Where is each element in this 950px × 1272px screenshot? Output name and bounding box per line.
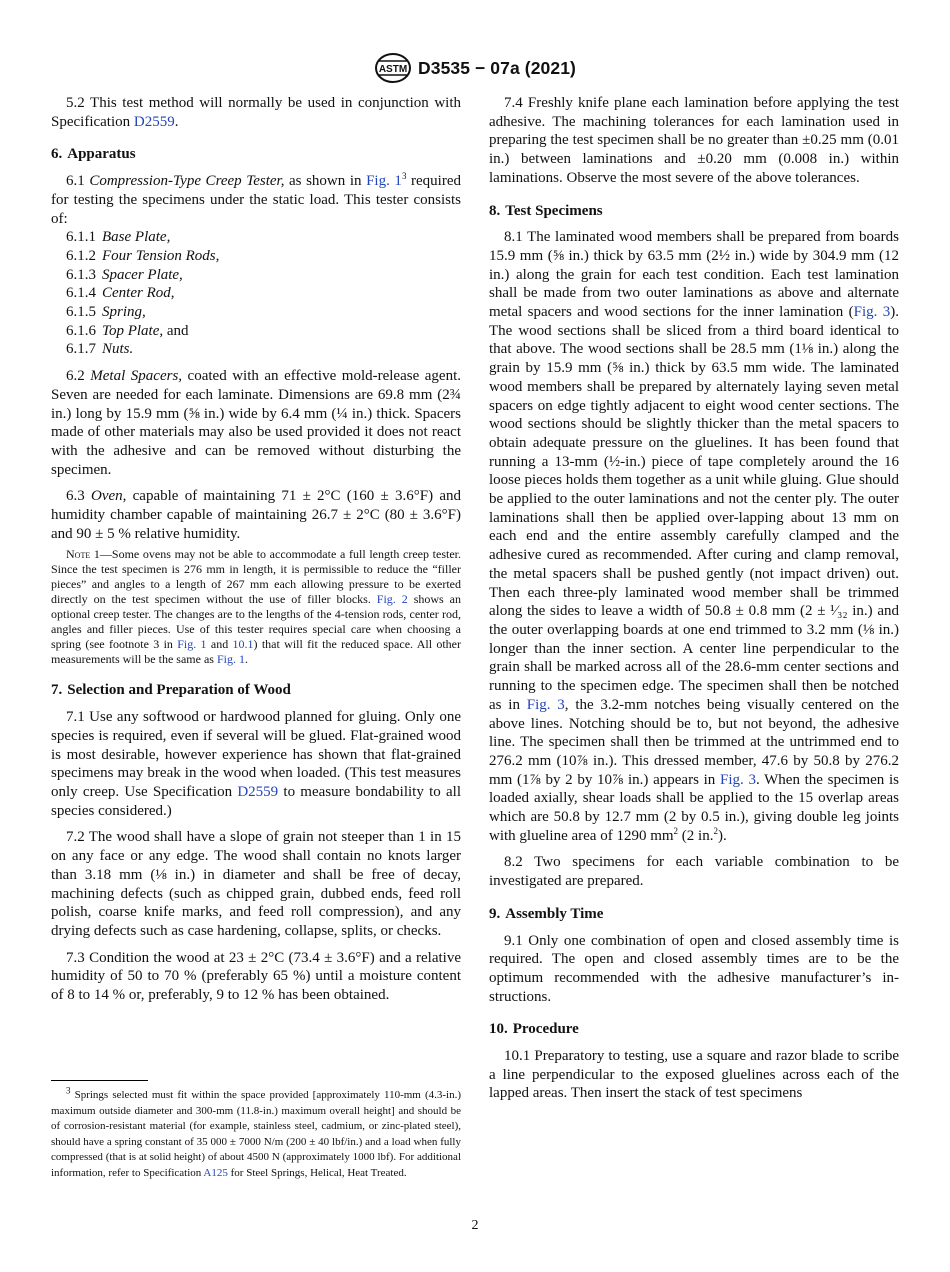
footnote-divider [51, 1080, 148, 1081]
section-heading-wood: 7. Selection and Preparation of Wood [51, 682, 291, 699]
document-designation: D3535 − 07a (2021) [418, 58, 576, 78]
section-heading-apparatus: 6. Apparatus [51, 146, 136, 163]
link-fig-1[interactable]: Fig. 1 [216, 652, 245, 667]
section-heading-test-specimens: 8. Test Specimens [489, 202, 603, 219]
list-item: 6.1.4 Center Rod, [66, 285, 175, 302]
footnote-3: $^3$ Springs selected must fit within the space provided [approximately 110-mm (4.3-in.) maximum outside diameter and 300-mm (11.8-in.) maximum overall height] and should be of corrosion-resistant material (for example, stainless steel, cadmium, or zinc-plated steel), should have a spring constant of 35 000 ± 7000 N/m (200 ± 40 lbf/in.) and a load when fully compressed (that is at solid height) of about 4500 N (approximately 1000 lbf). For additional information, refer to Specification A125 for Steel Springs, Helical, Heat Treated. [51, 1085, 461, 1179]
para-7-2: 7.2 The wood shall have a slope of grain not steeper than 1 in 15 on any face or any edge. The wood shall contain no knots larger than 3.18 mm (⅛ in.) in diameter and shall be free of decay, machining defects (such as chipped grain, dubbed ends, feed roll polish, coarse knife marks, and feed roll compression), and any drying defects such as case hardening, collapse, splits, or checks. [51, 829, 461, 939]
list-item: 6.1.2 Four Tension Rods, [66, 247, 220, 264]
link-10-1[interactable]: 10.1 [232, 637, 254, 652]
left-column [51, 94, 461, 1013]
para-7-4: 7.4 Freshly knife plane each lamination before applying the test adhesive. The machining tolerances for each lamination used in preparing the test specimen shall be no greater than ±0.25 mm (0.01 in.) between laminations and ±0.20 mm (0.008 in.) within laminations. Observe the most severe of the above tolerances. [489, 95, 899, 186]
para-7-3: 7.3 Condition the wood at 23 ± 2°C (73.4 ± 3.6°F) and a relative humidity of 50 to 70 % (preferably 65 %) until a moisture content of 8 to 14 % or, preferably, 9 to 12 % has been obtained. [51, 949, 461, 1004]
link-fig-3[interactable]: Fig. 3 [719, 771, 756, 788]
para-5-2: 5.2 This test method will normally be used in conjunction with Specification D2559. [51, 95, 461, 130]
para-8-2: 8.2 Two specimens for each variable combination to be investigated are prepared. [489, 854, 899, 890]
section-heading-procedure: 10. Procedure [489, 1021, 579, 1038]
list-item: 6.1.1 Base Plate, [66, 229, 171, 246]
section-heading-assembly-time: 9. Assembly Time [489, 905, 604, 922]
apparatus-parts-list [51, 228, 461, 359]
list-item: 6.1.5 Spring, [66, 304, 146, 321]
para-6-3: 6.3 Oven, capable of maintaining 71 ± 2°C (160 ± 3.6°F) and humidity chamber capable of maintaining 26.7 ± 2°C (80 ± 3.6°F) and 90 ± 5 % relative humidity. [51, 488, 462, 542]
para-8-1: 8.1 The laminated wood members shall be prepared from boards 15.9 mm (⅝ in.) thick by 63.5 mm (2½ in.) wide by 304.9 mm (12 in.) along the grain for each test condition. Each test lamination shall be made from two outer laminations as above and alternate metal spacers and wood sections for the inner lamination (Fig. 3). The wood sections shall be sliced from a third board identical to that above. The wood sections shall be 28.5 mm (1⅛ in.) along the grain by 15.9 mm (⅝ in.) thick by 63.5 mm wide. The laminated wood members shall be prepared by alternately laying seven metal spacers on edge tightly adjacent to eight wood center sections. The wood sections should be slightly thicker than the metal spacers to obtain adequate pressure on the gluelines. It has been found that running a 13-mm (½-in.) piece of tape completely around the 16 loose pieces holds them together as a unit while gluing. Glue should be applied to the outer laminations and not the center ply. The outer laminations shall then be applied over-lapping about 13 mm on each end and the entire assembly carefully clamped and the adhesive cured as recommended. After curing and clamp removal, the metal spacers shall be pushed gently (not impact driven) out. Then each three-ply laminated wood member shall be trimmed along the sides to leave a width of 50.8 ± 0.8 mm (2 ± ¹⁄₃₂ in.) and the outer overlapping boards at one end trimmed to 3.2 mm (⅛ in.) longer than the inner section. A center line perpendicular to the grain shall be marked across all of the 28.6-mm center sections and running to the specimen edge. The specimen shall then be notched as in Fig. 3, the 3.2-mm notches being visually centered on the above lines. Notching should be to, but not beyond, the adhesive line. The specimen shall then be trimmed at the untrimmed end to 276.2 mm (10⅞ in.). This dressed member, 47.6 by 50.8 by 276.2 mm (1⅞ by 2 by 10⅞ in.) appears in Fig. 3. When the specimen is loaded axially, shear loads shall be applied to the 15 overlap areas which are 50.8 by 12.7 mm (2 by 0.5 in.), giving double leg joints with glueline area of 1290 $mm^2$ (2 in.$^2$). [489, 229, 900, 844]
para-10-1: 10.1 Preparatory to testing, use a square and razor blade to scribe a line perpendicular to the exposed gluelines across each of the lapped areas. Then insert the stack of test specimens [489, 1048, 899, 1102]
right-column [489, 94, 899, 1111]
link-fig-2[interactable]: Fig. 2 [376, 592, 408, 607]
para-6-2: 6.2 Metal Spacers, coated with an effective mold-release agent. Seven are needed for each laminate. Dimensions are 69.8 mm (2¾ in.) long by 15.9 mm (⅝ in.) wide by 6.4 mm (¼ in.) thick. Spacers made of other materials may also be used provided it does not react with the adhesive and can be removed without disturbing the specimen. [51, 368, 461, 478]
para-9-1: 9.1 Only one combination of open and closed assembly time is required. The open and closed assembly times are to be the optimum recommended with the adhesive manufacturer’s in-structions. [489, 932, 899, 1005]
list-item: 6.1.7 Nuts. [66, 341, 134, 358]
astm-logo-text: ASTM [378, 64, 408, 75]
page-number: 2 [471, 1218, 479, 1233]
link-fig-1[interactable]: Fig. 1 [366, 173, 402, 190]
link-d2559[interactable]: D2559 [133, 113, 175, 130]
astm-logo [373, 52, 413, 84]
link-fig-3[interactable]: Fig. 3 [526, 696, 565, 713]
list-item: 6.1.6 Top Plate, and [66, 322, 189, 339]
para-6-1: 6.1 Compression-Type Creep Tester, as shown in Fig. $1^3$ required for testing the specimens under the static load. This tester consists of: [51, 171, 461, 227]
para-7-1: 7.1 Use any softwood or hardwood planned for gluing. Only one species is required, even if several will be glued. Flat-grained wood is most desirable, however experience has shown that flat-grained specimens may break in the wood when loaded. (This test measures only creep. Use Specification D2559 to measure bondability to all species considered.) [51, 709, 461, 819]
note-1: Note 1—Some ovens may not be able to accommodate a full length creep tester. Since the test specimen is 276 mm in length, it is permissible to reduce the “filler pieces” and angles to a length of 267 mm each allowing pressure to be exerted directly on the test specimen without the use of filler blocks. Fig. 2 shows an optional creep tester. The changes are to the lengths of the 4-tension rods, center rod, angles and filler pieces. Use of this tester requires special care when choosing a spring (see footnote 3 in Fig. 1 and 10.1) that will fit the reduced space. All other measurements will be the same as Fig. 1. [51, 547, 461, 667]
link-fig-1[interactable]: Fig. 1 [177, 637, 207, 652]
link-a125[interactable]: A125 [203, 1166, 228, 1179]
link-d2559[interactable]: D2559 [237, 783, 279, 800]
link-fig-3[interactable]: Fig. 3 [853, 304, 891, 321]
list-item: 6.1.3 Spacer Plate, [66, 266, 183, 283]
